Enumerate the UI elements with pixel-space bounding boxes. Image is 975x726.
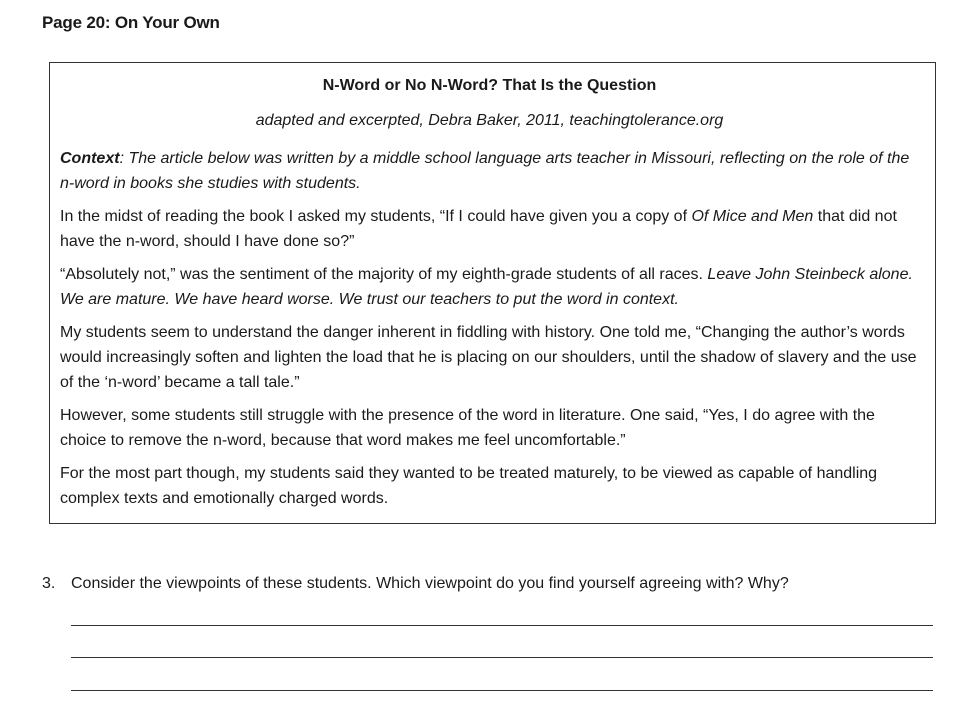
question-number: 3.	[42, 575, 56, 592]
book-title: Of Mice and Men	[691, 208, 814, 225]
paragraph-2	[60, 262, 919, 312]
article-title: N-Word or No N-Word? That Is the Question	[322, 77, 657, 94]
paragraph-2-italic: Leave John Steinbeck alone. We are mature. We have heard worse. We trust our teachers to put the word in context.	[60, 266, 913, 308]
context-paragraph	[60, 146, 919, 196]
answer-line-1[interactable]	[71, 625, 933, 626]
article-box	[49, 62, 936, 524]
paragraph-2-text: “Absolutely not,” was the sentiment of the majority of my eighth-grade students of all races.	[60, 266, 708, 283]
paragraph-1	[60, 204, 919, 254]
question-text: Consider the viewpoints of these students. Which viewpoint do you find yourself agreeing with? Why?	[71, 575, 789, 592]
answer-line-3[interactable]	[71, 690, 933, 691]
context-label: Context	[60, 150, 120, 167]
paragraph-1-text-a: In the midst of reading the book I asked my students, “If I could have given you a copy of	[60, 208, 692, 225]
page-heading: Page 20: On Your Own	[42, 13, 220, 32]
question-3	[42, 571, 789, 596]
paragraph-5: For the most part though, my students said they wanted to be treated maturely, to be viewed as capable of handling complex texts and emotionally charged words.	[60, 465, 878, 507]
context-text: : The article below was written by a middle school language arts teacher in Missouri, reflecting on the role of the n-word in books she studies with students.	[60, 150, 910, 192]
answer-line-2[interactable]	[71, 657, 933, 658]
paragraph-4: However, some students still struggle with the presence of the word in literature. One said, “Yes, I do agree with the choice to remove the n-word, because that word makes me feel uncomfortable.”	[60, 407, 875, 449]
paragraph-3: My students seem to understand the danger inherent in fiddling with history. One told me, “Changing the author’s words would increasingly soften and lighten the load that he is placing on our shoulders, until the shadow of slavery and the use of the ‘n-word’ became a tall tale.”	[60, 324, 917, 391]
paragraph-1-text-b: that did not have the n-word, should I have done so?”	[60, 208, 897, 250]
article-byline: adapted and excerpted, Debra Baker, 2011, teachingtolerance.org	[255, 112, 724, 129]
